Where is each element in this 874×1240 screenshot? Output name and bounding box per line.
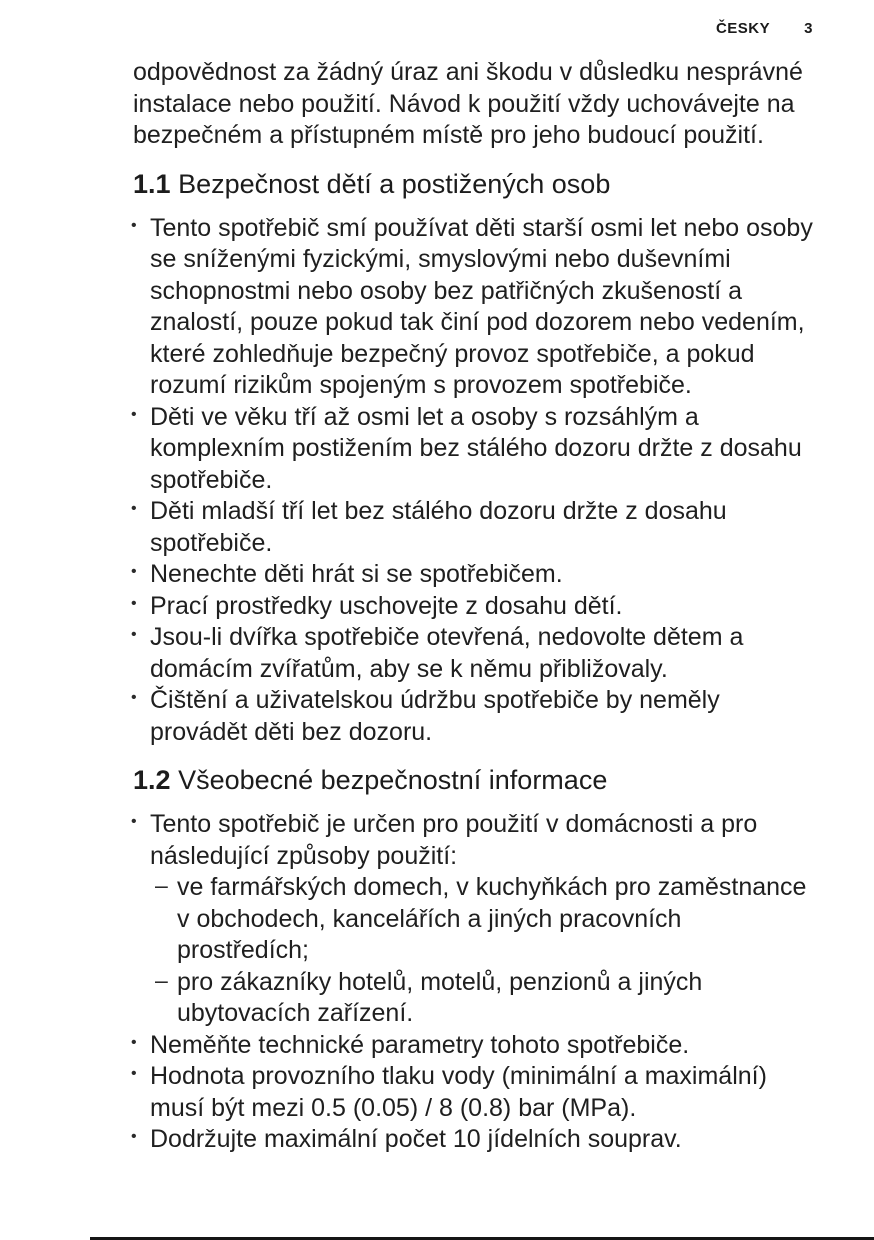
list-item-text: Prací prostředky uschovejte z dosahu dětí.	[150, 591, 623, 620]
bullet-icon: •	[131, 689, 137, 706]
bullet-icon: •	[131, 405, 137, 423]
intro-paragraph: odpovědnost za žádný úraz ani škodu v důsledku nesprávné instalace nebo použití. Návod k použití vždy uchovávejte na bezpečném a přístupném místě pro jeho budoucí použití.	[133, 58, 803, 149]
list-item-text: Hodnota provozního tlaku vody (minimální a maximální) musí být mezi 0.5 (0.05) / 8 (0.8) bar (MPa).	[150, 1062, 767, 1122]
list-item-text: Čištění a uživatelskou údržbu spotřebiče by neměly provádět děti bez dozoru.	[150, 686, 720, 746]
list-item-text: Tento spotřebič smí používat děti starší osmi let nebo osoby se sníženými fyzickými, smyslovými nebo duševními schopnostmi nebo osoby bez patřičných zkušeností a znalostí, pouze pokud tak činí pod dozorem nebo vedením, které zohledňuje bezpečný provoz spotřebiče, a pokud rozumí rizikům spojeným s provozem spotřebiče.	[150, 213, 813, 399]
list-item	[133, 1061, 813, 1124]
list-item-text: Neměňte technické parametry tohoto spotřebiče.	[150, 1030, 690, 1059]
header-language-label: ČESKY	[715, 20, 771, 37]
bullet-icon: •	[131, 813, 137, 830]
section-title: Bezpečnost dětí a postižených osob	[178, 168, 611, 199]
bullet-icon: •	[131, 1128, 137, 1145]
list-item-text: Dodržujte maximální počet 10 jídelních souprav.	[150, 1125, 682, 1153]
list-item	[133, 559, 813, 591]
section-1-2-list	[133, 809, 813, 1156]
list-item	[133, 591, 813, 623]
section-heading-1-2	[133, 763, 813, 797]
list-item	[133, 1030, 813, 1062]
section-number: 1.1	[133, 168, 171, 199]
bullet-icon: •	[131, 216, 137, 234]
running-header	[716, 20, 813, 37]
sub-list-item	[155, 872, 813, 967]
dash-icon: –	[155, 966, 168, 993]
list-item	[133, 213, 813, 402]
list-item-text: Jsou-li dvířka spotřebiče otevřená, nedovolte dětem a domácím zvířatům, aby se k němu přibližovaly.	[150, 623, 744, 683]
bullet-icon: •	[131, 500, 137, 517]
list-item	[133, 402, 813, 497]
bullet-icon: •	[131, 594, 137, 612]
section-heading-1-1	[133, 167, 813, 201]
section-1-1-list	[133, 213, 813, 749]
dash-icon: –	[155, 872, 168, 898]
list-item	[133, 809, 813, 1030]
page-content	[133, 57, 813, 1156]
sub-list-item-text: ve farmářských domech, v kuchyňkách pro zaměstnance v obchodech, kancelářích a jiných pracovních prostředích;	[177, 873, 807, 964]
bullet-icon: •	[131, 626, 137, 643]
list-item-text: Nenechte děti hrát si se spotřebičem.	[150, 560, 563, 588]
list-item-text: Děti mladší tří let bez stálého dozoru držte z dosahu spotřebiče.	[150, 497, 727, 557]
list-item	[133, 685, 813, 748]
list-item-text: Tento spotřebič je určen pro použití v domácnosti a pro následující způsoby použití:	[150, 810, 758, 870]
bullet-icon: •	[131, 1065, 137, 1082]
list-item	[133, 622, 813, 685]
section-title: Všeobecné bezpečnostní informace	[178, 765, 608, 795]
sub-list-item	[155, 967, 813, 1030]
list-item	[133, 496, 813, 559]
bullet-icon: •	[131, 563, 137, 580]
list-item-text: Děti ve věku tří až osmi let a osoby s rozsáhlým a komplexním postižením bez stálého dozoru držte z dosahu spotřebiče.	[150, 402, 802, 494]
sub-list-item-text: pro zákazníky hotelů, motelů, penzionů a jiných ubytovacích zařízení.	[177, 967, 703, 1027]
header-page-number: 3	[804, 20, 813, 37]
section-number: 1.2	[133, 765, 171, 795]
sub-list	[150, 872, 813, 1030]
list-item	[133, 1124, 813, 1156]
bullet-icon: •	[131, 1033, 137, 1051]
